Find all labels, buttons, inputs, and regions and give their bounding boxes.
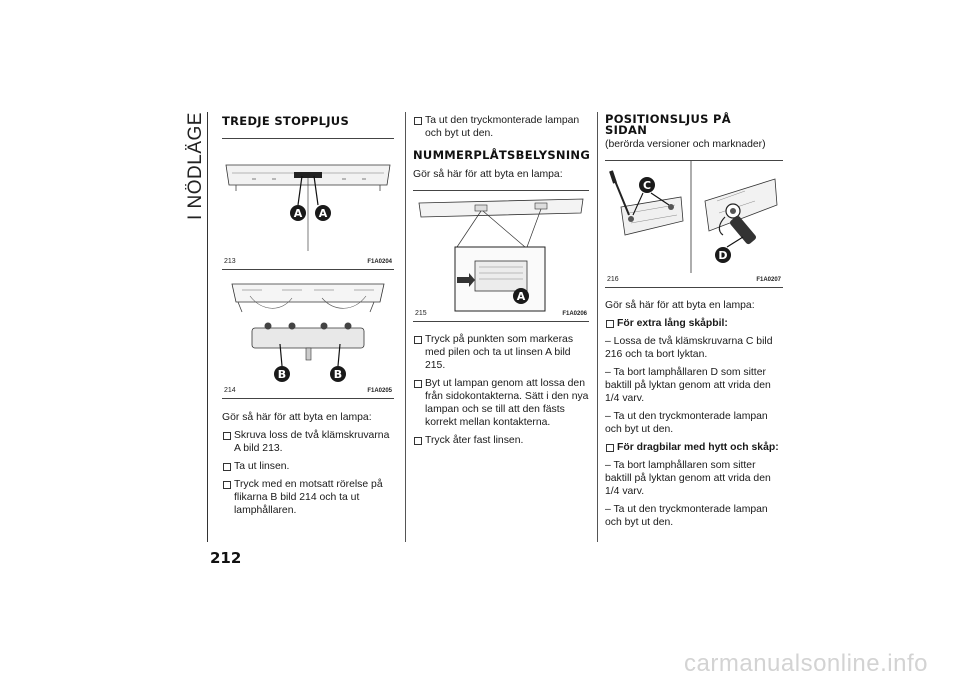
col3-sub1-step-2: – Ta bort lamphållaren D som sitter baktill på lyktan genom att vrida den 1/4 varv. — [605, 367, 771, 404]
col3-intro: Gör så här för att byta en lampa: — [605, 300, 755, 311]
col3-sub1-step-3: – Ta ut den tryckmonterade lampan och byt ut den. — [605, 411, 768, 435]
section-divider — [207, 112, 208, 542]
section-title: I NÖDLÄGE — [185, 112, 206, 220]
col3-sub2-step-1: – Ta bort lamphållaren som sitter baktill på lyktan genom att vrida den 1/4 varv. — [605, 460, 771, 497]
heading-side-marker-line1: POSITIONSLJUS PÅ — [605, 112, 731, 126]
col3-text — [605, 299, 783, 534]
page-number: 212 — [210, 549, 242, 567]
col2-step-3: Tryck åter fast linsen. — [413, 434, 589, 447]
col1-step-2: Ta ut linsen. — [222, 460, 394, 473]
col1-step-3: Tryck med en motsatt rörelse på flikarna B bild 214 och ta ut lamphållaren. — [222, 478, 394, 517]
figure-216-illustration — [605, 161, 783, 287]
callout-a-left-label: A — [293, 207, 303, 220]
callout-a-label: A — [516, 290, 526, 303]
heading-side-marker-light — [605, 114, 731, 136]
col3-sub1-step-1: – Lossa de två klämskruvarna C bild 216 och ta bort lyktan. — [605, 336, 773, 360]
figure-216 — [605, 160, 783, 288]
col1-text — [222, 411, 394, 522]
heading-license-plate-light: NUMMERPLÅTSBELYSNING — [413, 148, 591, 162]
col2-top-text — [413, 114, 589, 145]
figure-216-code: F1A0207 — [756, 277, 781, 283]
watermark: carmanualsonline.info — [684, 650, 928, 677]
figure-213-illustration — [222, 139, 394, 269]
callout-a-right-label: A — [318, 207, 328, 220]
col3-sub2-step-2: – Ta ut den tryckmonterade lampan och byt ut den. — [605, 504, 768, 528]
col2-intro-block — [413, 168, 589, 186]
figure-215-code: F1A0206 — [562, 311, 587, 317]
col3-sub2-title: För dragbilar med hytt och skåp: — [605, 441, 783, 454]
callout-b-left-label: B — [277, 368, 287, 381]
col3-sub1-title: För extra lång skåpbil: — [605, 317, 783, 330]
callout-b-right-label: B — [333, 368, 343, 381]
figure-214-number: 214 — [224, 387, 236, 394]
figure-214 — [222, 268, 394, 399]
col1-step-1: Skruva loss de två klämskruvarna A bild 213. — [222, 429, 394, 455]
figure-213-code: F1A0204 — [367, 259, 392, 265]
figure-213 — [222, 138, 394, 270]
heading-side-marker-line2: SIDAN — [605, 123, 648, 137]
col1-intro: Gör så här för att byta en lampa: — [222, 412, 372, 423]
column-divider-2 — [597, 112, 598, 542]
figure-215-number: 215 — [415, 310, 427, 317]
figure-216-number: 216 — [607, 276, 619, 283]
column-divider-1 — [405, 112, 406, 542]
callout-c-label: C — [642, 179, 652, 192]
col2-step-2: Byt ut lampan genom att lossa den från sidokontakterna. Sätt i den nya lampan och se till att den fästs korrekt mellan kontakterna. — [413, 377, 589, 429]
figure-214-code: F1A0205 — [367, 388, 392, 394]
col2-step-1: Tryck på punkten som markeras med pilen och ta ut linsen A bild 215. — [413, 333, 589, 372]
col3-subheading-block — [605, 138, 783, 156]
heading-third-brake-light: TREDJE STOPPLJUS — [222, 114, 350, 128]
figure-214-illustration — [222, 268, 394, 398]
figure-213-number: 213 — [224, 258, 236, 265]
figure-215-illustration — [413, 191, 589, 321]
figure-215 — [413, 190, 589, 322]
col2-intro: Gör så här för att byta en lampa: — [413, 169, 563, 180]
col2-step-top: Ta ut den tryckmonterade lampan och byt ut den. — [413, 114, 589, 140]
col2-text — [413, 333, 589, 452]
col3-subheading: (berörda versioner och marknader) — [605, 139, 766, 150]
callout-d-label: D — [718, 249, 728, 262]
